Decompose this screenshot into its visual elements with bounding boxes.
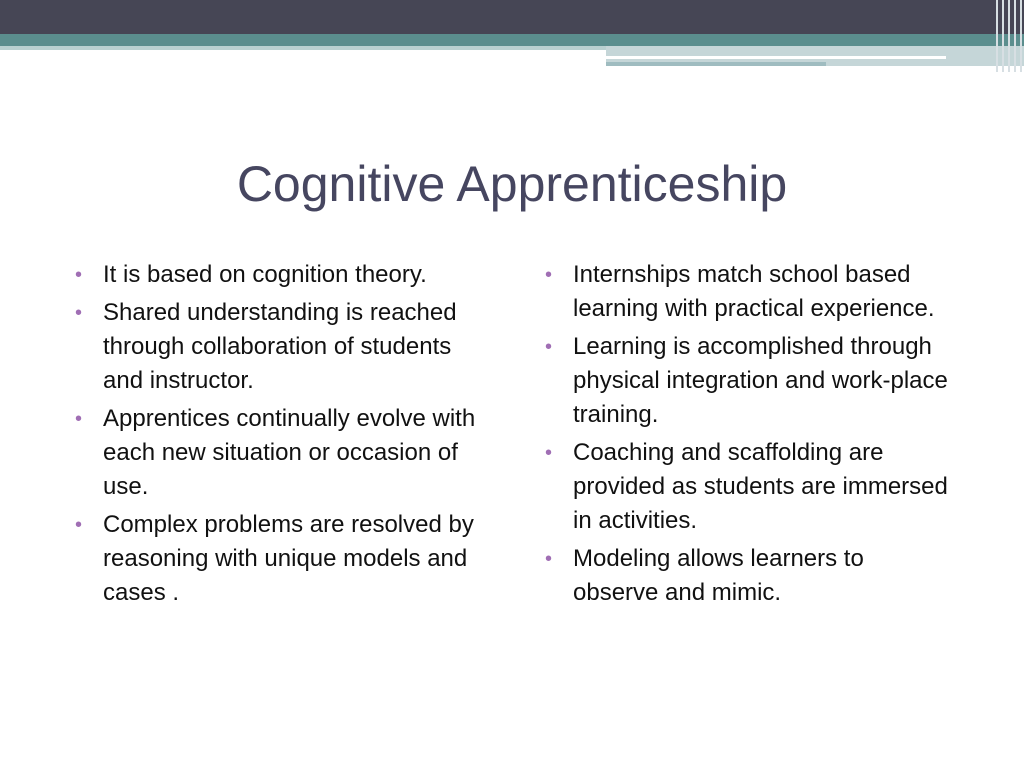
bullet-text: Coaching and scaffolding are provided as students are immersed in activities.	[573, 439, 948, 534]
left-bullet-list	[75, 258, 495, 614]
bullet-text: Internships match school based learning with practical experience.	[573, 261, 935, 322]
bullet-icon: •	[75, 408, 83, 430]
bullet-text: Modeling allows learners to observe and mimic.	[573, 545, 864, 606]
header-band-teal-light	[0, 46, 606, 50]
bullet-text: Apprentices continually evolve with each new situation or occasion of use.	[103, 405, 476, 500]
header-band-right-line	[606, 56, 946, 59]
bullet-text: It is based on cognition theory.	[103, 261, 427, 288]
list-item	[75, 296, 495, 398]
bullet-icon: •	[75, 302, 83, 324]
bullet-text: Learning is accomplished through physical integration and work-place training.	[573, 333, 948, 428]
bullet-icon: •	[75, 264, 83, 286]
bullet-icon: •	[545, 336, 553, 358]
list-item	[545, 330, 955, 432]
list-item	[545, 258, 955, 326]
bullet-text: Shared understanding is reached through collaboration of students and instructor.	[103, 299, 457, 394]
header-band-right-accent	[606, 62, 826, 66]
bullet-icon: •	[545, 548, 553, 570]
list-item	[545, 436, 955, 538]
header-band-teal	[0, 34, 1024, 46]
header-stripes	[994, 0, 1024, 72]
slide-title: Cognitive Apprenticeship	[236, 156, 788, 212]
list-item	[75, 258, 495, 292]
bullet-icon: •	[75, 514, 83, 536]
list-item	[75, 508, 495, 610]
list-item	[75, 402, 495, 504]
list-item	[545, 542, 955, 610]
header-band-dark	[0, 0, 1024, 34]
bullet-icon: •	[545, 264, 553, 286]
bullet-text: Complex problems are resolved by reasoning with unique models and cases .	[103, 511, 474, 606]
bullet-icon: •	[545, 442, 553, 464]
right-bullet-list	[545, 258, 955, 614]
